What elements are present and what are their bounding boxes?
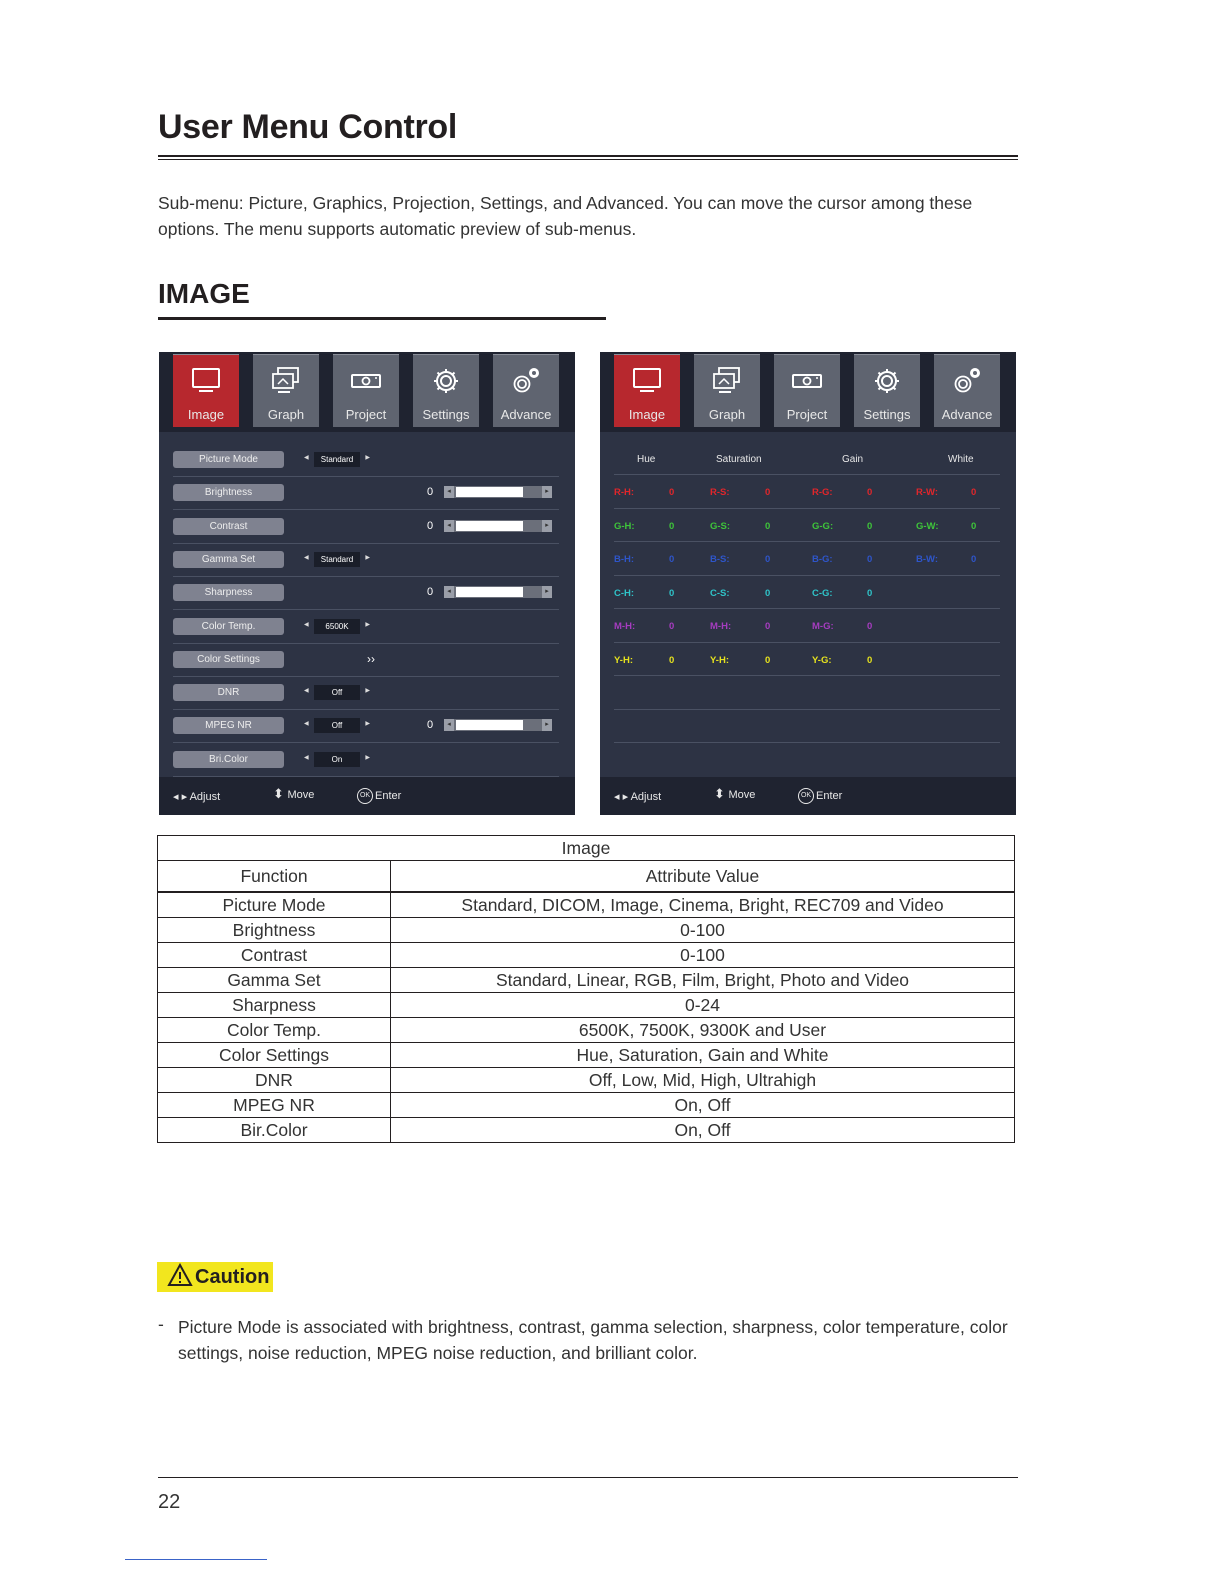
option-selector[interactable] (304, 552, 370, 567)
color-param-value[interactable]: 0 (669, 487, 675, 498)
page-number: 22 (158, 1491, 181, 1513)
footer-divider (158, 1477, 1018, 1478)
color-param-value[interactable]: 0 (669, 587, 675, 599)
table-header-row (158, 861, 1015, 893)
menu-item-label[interactable]: Sharpness (173, 584, 284, 601)
arrow-right-icon[interactable]: ▶ (365, 754, 370, 761)
arrow-left-icon[interactable]: ◀ (304, 621, 309, 628)
color-param-label: Y-H: (710, 654, 729, 666)
attribute-value-cell: 0-100 (391, 918, 1015, 943)
color-param-label: Y-H: (614, 654, 633, 666)
menu-item-label[interactable]: Color Temp. (173, 618, 284, 635)
color-param-label: R-W: (916, 487, 938, 498)
arrow-right-icon[interactable]: ▶ (365, 721, 370, 728)
column-header-saturation: Saturation (716, 454, 762, 465)
slider-fill (456, 487, 523, 497)
table-row (158, 1093, 1015, 1118)
attribute-value-cell: 0-24 (391, 993, 1015, 1018)
slider-left-arrow-icon[interactable]: ◂ (444, 520, 454, 532)
adjust-label: Adjust (630, 791, 662, 803)
selected-option: On (314, 752, 360, 767)
selected-option: Off (314, 685, 360, 700)
arrow-right-icon[interactable]: ▶ (365, 554, 370, 561)
color-param-value[interactable]: 0 (867, 621, 873, 632)
adjust-label: Adjust (189, 791, 221, 803)
color-param-label: G-W: (916, 520, 939, 532)
tab-graph[interactable] (253, 354, 319, 427)
menu-item-label[interactable]: Color Settings (173, 651, 284, 668)
value-slider[interactable] (444, 520, 552, 532)
caution-badge (157, 1262, 273, 1292)
color-param-value[interactable]: 0 (867, 487, 873, 498)
tab-label: Image (628, 407, 666, 422)
osd-image-menu (159, 352, 575, 815)
value-slider[interactable] (444, 719, 552, 731)
function-cell: Gamma Set (158, 968, 391, 993)
color-param-label: R-G: (812, 487, 833, 498)
enter-label: Enter (375, 789, 402, 802)
move-label: Move (287, 789, 315, 801)
tab-project[interactable] (774, 354, 840, 427)
color-param-value[interactable]: 0 (669, 621, 675, 632)
tab-settings[interactable] (413, 354, 479, 427)
slider-value: 0 (427, 486, 434, 499)
tab-image[interactable] (614, 354, 680, 427)
tab-label: Graph (708, 407, 746, 422)
up-down-arrows-icon: ⬍ (273, 786, 288, 801)
menu-item-label[interactable]: Picture Mode (173, 451, 284, 468)
color-param-value[interactable]: 0 (867, 554, 873, 565)
menu-row-color-temp[interactable] (159, 611, 575, 644)
left-right-arrows-icon: ◂ ▸ (173, 791, 190, 803)
color-param-value[interactable]: 0 (867, 587, 873, 599)
table-row (158, 943, 1015, 968)
color-param-label: C-S: (710, 587, 730, 599)
enter-label: Enter (816, 789, 843, 802)
tab-advance[interactable] (493, 354, 559, 427)
option-selector[interactable] (304, 685, 370, 700)
osd-tab-bar (159, 352, 575, 432)
color-param-label: G-H: (614, 520, 635, 532)
ok-button-icon: OK (798, 788, 814, 804)
tab-advance[interactable] (934, 354, 1000, 427)
function-cell: Color Temp. (158, 1018, 391, 1043)
column-header-white: White (948, 454, 974, 465)
selected-option: Standard (314, 452, 360, 467)
table-row (158, 1118, 1015, 1143)
menu-row-picture-mode[interactable] (159, 444, 575, 477)
section-heading: IMAGE (158, 278, 250, 309)
tab-label: Advance (500, 407, 552, 422)
table-row (158, 968, 1015, 993)
column-header-attribute: Attribute Value (391, 861, 1015, 893)
move-hint (273, 786, 314, 802)
color-param-label: Y-G: (812, 654, 832, 666)
color-param-label: C-G: (812, 587, 833, 599)
menu-row-mpeg-nr[interactable] (159, 710, 575, 743)
tab-label: Image (187, 407, 225, 422)
table-row (158, 1043, 1015, 1068)
arrow-right-icon[interactable]: ▶ (365, 688, 370, 695)
adjust-hint (173, 790, 220, 803)
color-param-label: M-H: (614, 621, 636, 632)
table-row (158, 1068, 1015, 1093)
move-hint (714, 786, 755, 802)
arrow-left-icon[interactable]: ◀ (304, 554, 309, 561)
menu-row-sharpness[interactable] (159, 577, 575, 610)
function-cell: Sharpness (158, 993, 391, 1018)
warning-icon (167, 1263, 193, 1287)
color-param-value[interactable]: 0 (765, 587, 771, 599)
tab-settings[interactable] (854, 354, 920, 427)
color-param-value[interactable]: 0 (971, 487, 977, 498)
option-selector[interactable] (304, 619, 370, 634)
function-cell: Color Settings (158, 1043, 391, 1068)
color-param-value[interactable]: 0 (867, 654, 873, 666)
function-cell: MPEG NR (158, 1093, 391, 1118)
function-cell: Brightness (158, 918, 391, 943)
option-selector[interactable] (304, 752, 370, 767)
color-param-value[interactable]: 0 (971, 554, 977, 565)
color-param-label: M-G: (812, 621, 834, 632)
tab-label: Project (786, 407, 828, 422)
row-separator (614, 709, 1000, 710)
color-param-value[interactable]: 0 (765, 554, 771, 565)
enter-hint (798, 788, 842, 804)
left-right-arrows-icon: ◂ ▸ (614, 791, 631, 803)
table-row (158, 1018, 1015, 1043)
slider-right-arrow-icon[interactable]: ▸ (542, 486, 552, 498)
color-param-value[interactable]: 0 (669, 520, 675, 532)
table-caption-row (158, 836, 1015, 861)
column-header-gain: Gain (842, 454, 864, 465)
value-slider[interactable] (444, 586, 552, 598)
function-cell: Bir.Color (158, 1118, 391, 1143)
attribute-value-cell: Off, Low, Mid, High, Ultrahigh (391, 1068, 1015, 1093)
arrow-left-icon[interactable]: ◀ (304, 754, 309, 761)
menu-item-label[interactable]: Bri.Color (173, 751, 284, 768)
caution-label: Caution (195, 1266, 270, 1288)
column-header-hue: Hue (637, 454, 656, 465)
section-divider (158, 317, 606, 320)
selected-option: Off (314, 718, 360, 733)
title-divider-thin (158, 159, 1018, 160)
bullet-dash: - (158, 1314, 164, 1334)
slider-right-arrow-icon[interactable]: ▸ (542, 719, 552, 731)
attribute-value-cell: On, Off (391, 1118, 1015, 1143)
color-param-label: R-S: (710, 487, 730, 498)
row-separator (614, 675, 1000, 676)
tab-project[interactable] (333, 354, 399, 427)
menu-item-label[interactable]: MPEG NR (173, 717, 284, 734)
color-param-value[interactable]: 0 (765, 487, 771, 498)
arrow-right-icon[interactable]: ▶ (365, 455, 370, 461)
table-row (158, 892, 1015, 918)
enter-hint (357, 788, 401, 804)
menu-row-bri-color[interactable] (159, 744, 575, 777)
menu-row-contrast[interactable] (159, 511, 575, 544)
table-row (158, 993, 1015, 1018)
menu-item-label[interactable]: Contrast (173, 518, 284, 535)
color-param-value[interactable]: 0 (971, 520, 977, 532)
menu-item-label[interactable]: Gamma Set (173, 551, 284, 568)
title-divider (158, 155, 1018, 157)
page-title: User Menu Control (158, 108, 458, 146)
attribute-value-cell: Standard, Linear, RGB, Film, Bright, Photo and Video (391, 968, 1015, 993)
column-header-function: Function (158, 861, 391, 893)
attribute-value-cell: Hue, Saturation, Gain and White (391, 1043, 1015, 1068)
value-slider[interactable] (444, 486, 552, 498)
move-label: Move (728, 789, 756, 801)
color-param-label: G-G: (812, 520, 834, 532)
function-cell: Picture Mode (158, 892, 391, 918)
arrow-right-icon[interactable]: ▶ (365, 621, 370, 628)
table-caption: Image (158, 836, 1015, 861)
menu-row-gamma-set[interactable] (159, 544, 575, 577)
color-param-value[interactable]: 0 (867, 520, 873, 532)
menu-row-brightness[interactable] (159, 477, 575, 510)
adjust-hint (614, 790, 661, 803)
slider-fill (456, 587, 523, 597)
tab-label: Project (345, 407, 387, 422)
color-param-value[interactable]: 0 (765, 654, 771, 666)
slider-fill (456, 521, 523, 531)
color-param-label: G-S: (710, 520, 731, 532)
color-param-label: B-S: (710, 554, 730, 565)
arrow-left-icon[interactable]: ◀ (304, 721, 309, 728)
tab-label: Settings (422, 407, 470, 422)
tab-label: Settings (863, 407, 911, 422)
color-param-label: B-W: (916, 554, 938, 565)
row-separator (614, 508, 1000, 509)
row-separator (614, 541, 1000, 542)
option-selector[interactable] (304, 718, 370, 733)
slider-value: 0 (427, 719, 434, 732)
slider-value: 0 (427, 519, 434, 532)
color-param-value[interactable]: 0 (669, 654, 675, 666)
arrow-left-icon[interactable]: ◀ (304, 688, 309, 695)
intro-paragraph: Sub-menu: Picture, Graphics, Projection, Settings, and Advanced. You can move the cursor among these options. The menu supports automatic preview of sub-menus. (158, 193, 973, 239)
color-param-label: C-H: (614, 587, 635, 599)
osd-footer (159, 777, 575, 815)
color-param-label: B-H: (614, 554, 635, 565)
osd-footer (600, 777, 1016, 815)
attribute-value-cell: 6500K, 7500K, 9300K and User (391, 1018, 1015, 1043)
row-separator (614, 742, 1000, 743)
scan-edge-line (125, 1559, 267, 1560)
tab-label: Advance (941, 407, 993, 422)
ok-button-icon: OK (357, 788, 373, 804)
tab-label: Graph (267, 407, 305, 422)
attribute-value-cell: On, Off (391, 1093, 1015, 1118)
selected-option: 6500K (314, 619, 360, 634)
up-down-arrows-icon: ⬍ (714, 786, 729, 801)
slider-right-arrow-icon[interactable]: ▸ (542, 586, 552, 598)
attribute-value-cell: Standard, DICOM, Image, Cinema, Bright, REC709 and Video (391, 892, 1015, 918)
caution-text: Picture Mode is associated with brightness, contrast, gamma selection, sharpness, color temperature, color settings, noise reduction, MPEG noise reduction, and brilliant color. (178, 1317, 1008, 1363)
slider-fill (456, 720, 523, 730)
color-param-value[interactable]: 0 (765, 621, 771, 632)
tab-image[interactable] (173, 354, 239, 427)
image-attribute-table (157, 835, 1015, 1143)
row-separator (614, 474, 1000, 475)
attribute-value-cell: 0-100 (391, 943, 1015, 968)
slider-left-arrow-icon[interactable]: ◂ (444, 586, 454, 598)
osd-color-settings-menu (600, 352, 1016, 815)
osd-tab-bar (600, 352, 1016, 432)
menu-row-dnr[interactable] (159, 677, 575, 710)
color-param-label: B-G: (812, 554, 833, 565)
row-separator (614, 575, 1000, 576)
function-cell: Contrast (158, 943, 391, 968)
slider-right-arrow-icon[interactable]: ▸ (542, 520, 552, 532)
row-separator (614, 642, 1000, 643)
menu-item-label[interactable]: DNR (173, 684, 284, 701)
menu-row-color-settings[interactable] (159, 644, 575, 677)
color-param-label: R-H: (614, 487, 635, 498)
row-separator (614, 608, 1000, 609)
slider-left-arrow-icon[interactable]: ◂ (444, 486, 454, 498)
function-cell: DNR (158, 1068, 391, 1093)
option-selector[interactable] (304, 452, 370, 467)
menu-item-label[interactable]: Brightness (173, 484, 284, 501)
submenu-chevron-icon[interactable]: ›› (367, 651, 375, 666)
table-row (158, 918, 1015, 943)
selected-option: Standard (314, 552, 360, 567)
color-param-value[interactable]: 0 (669, 554, 675, 565)
color-param-label: M-H: (710, 621, 732, 632)
arrow-left-icon[interactable]: ◀ (304, 455, 309, 461)
slider-left-arrow-icon[interactable]: ◂ (444, 719, 454, 731)
tab-graph[interactable] (694, 354, 760, 427)
slider-value: 0 (427, 586, 434, 599)
color-param-value[interactable]: 0 (765, 520, 771, 532)
